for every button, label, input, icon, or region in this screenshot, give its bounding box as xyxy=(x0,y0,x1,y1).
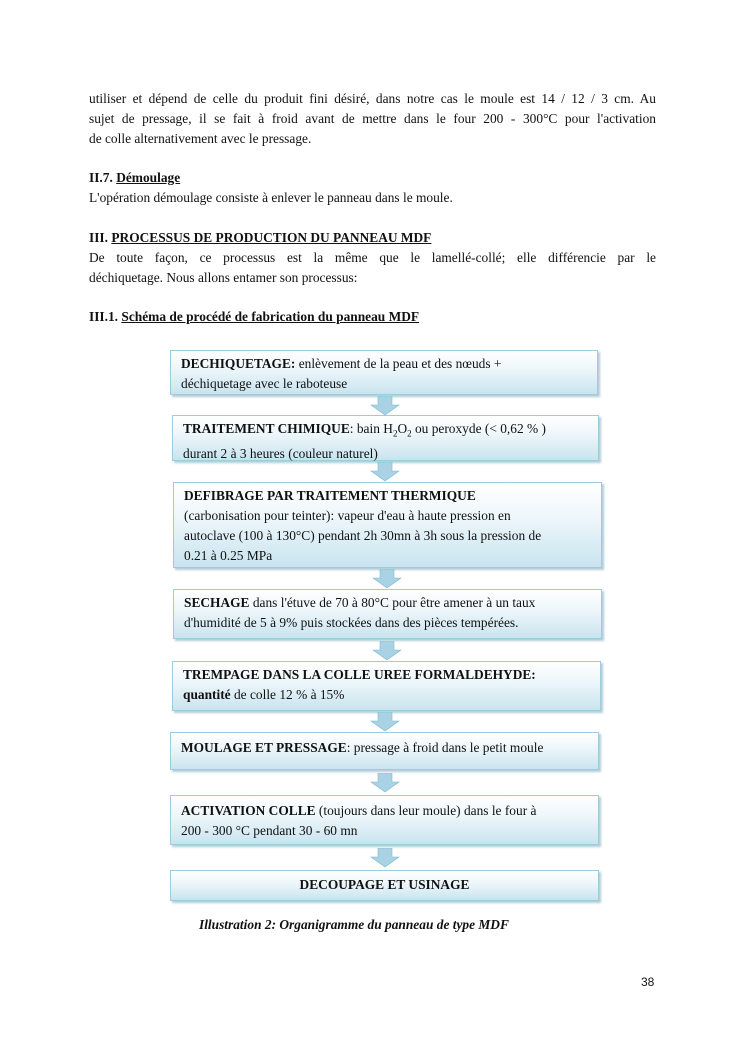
figure-caption: Illustration 2: Organigramme du panneau de type MDF xyxy=(199,917,509,932)
flow-step-dechiquetage xyxy=(170,350,598,395)
flow-arrow-icon xyxy=(370,462,400,482)
step-text: (carbonisation pour teinter): vapeur d'eau à haute pression en xyxy=(184,508,511,523)
flow-step-activation xyxy=(170,795,599,845)
section-title: Démoulage xyxy=(116,170,181,185)
flow-step-decoupage xyxy=(170,870,599,901)
demoulage-paragraph xyxy=(89,188,656,208)
step-title: ACTIVATION COLLE xyxy=(181,803,316,818)
section-title: PROCESSUS DE PRODUCTION DU PANNEAU MDF xyxy=(111,230,432,245)
step-title: MOULAGE ET PRESSAGE xyxy=(181,740,347,755)
processus-paragraph xyxy=(89,248,656,288)
flow-step-trempage xyxy=(172,661,601,711)
section-heading-demoulage xyxy=(89,168,180,188)
step-subscript: 2 xyxy=(407,428,412,439)
section-number: II.7. xyxy=(89,170,113,185)
page-number: 38 xyxy=(641,975,655,989)
step-title: TRAITEMENT CHIMIQUE xyxy=(183,421,350,436)
flow-arrow-icon xyxy=(370,848,400,868)
step-text: 200 - 300 °C pendant 30 - 60 mn xyxy=(181,823,358,838)
section-number: III. xyxy=(89,230,108,245)
step-text: autoclave (100 à 130°C) pendant 2h 30mn à 3h sous la pression de xyxy=(184,528,542,543)
section-title: Schéma de procédé de fabrication du panneau MDF xyxy=(121,309,420,324)
step-title: TREMPAGE DANS LA COLLE UREE FORMALDEHYDE: xyxy=(183,667,536,682)
processus-line: De toute façon, ce processus est la même que le lamellé-collé; elle différencie par le xyxy=(89,250,656,265)
step-subscript: 2 xyxy=(392,428,398,439)
intro-line: sujet de pressage, il se fait à froid avant de mettre dans le four 200 - 300°C pour l'activation xyxy=(89,111,656,126)
step-text: ou peroxyde (< 0,62 % ) xyxy=(411,421,546,436)
step-title: DECOUPAGE ET USINAGE xyxy=(299,877,470,892)
step-title: SECHAGE xyxy=(184,595,250,610)
step-text: : bain H xyxy=(349,421,393,436)
step-text: : pressage à froid dans le petit moule xyxy=(346,740,544,755)
step-title: DECHIQUETAGE: xyxy=(181,356,296,371)
section-heading-schema xyxy=(89,307,419,327)
step-title: DEFIBRAGE PAR TRAITEMENT THERMIQUE xyxy=(184,488,476,503)
step-text: (toujours dans leur moule) dans le four à xyxy=(315,803,537,818)
step-text: d'humidité de 5 à 9% puis stockées dans des pièces tempérées. xyxy=(184,615,519,630)
intro-paragraph xyxy=(89,89,656,149)
section-heading-processus xyxy=(89,228,431,248)
flow-arrow-icon xyxy=(372,641,402,661)
flow-step-sechage xyxy=(173,589,602,639)
step-text: déchiquetage avec le raboteuse xyxy=(181,376,348,391)
demoulage-text: L'opération démoulage consiste à enlever le panneau dans le moule. xyxy=(89,190,453,205)
flow-step-traitement-chimique xyxy=(172,415,599,461)
step-text: durant 2 à 3 heures (couleur naturel) xyxy=(183,445,378,461)
step-text: 0.21 à 0.25 MPa xyxy=(184,548,273,563)
flow-arrow-icon xyxy=(370,712,400,732)
flow-step-defibrage xyxy=(173,482,602,568)
flow-arrow-icon xyxy=(372,569,402,589)
step-title: quantité xyxy=(183,687,231,702)
flow-step-moulage xyxy=(170,732,599,770)
section-number: III.1. xyxy=(89,309,119,324)
step-text: enlèvement de la peau et des nœuds + xyxy=(295,356,502,371)
intro-line: utiliser et dépend de celle du produit fini désiré, dans notre cas le moule est 14 / 12 / 3 cm. Au xyxy=(89,91,656,106)
intro-line: de colle alternativement avec le pressage. xyxy=(89,131,312,146)
flow-arrow-icon xyxy=(370,396,400,416)
step-text: O xyxy=(397,421,408,436)
flow-arrow-icon xyxy=(370,773,400,793)
step-text: de colle 12 % à 15% xyxy=(230,687,345,702)
step-text: dans l'étuve de 70 à 80°C pour être amener à un taux xyxy=(249,595,536,610)
processus-line: déchiquetage. Nous allons entamer son processus: xyxy=(89,270,358,285)
